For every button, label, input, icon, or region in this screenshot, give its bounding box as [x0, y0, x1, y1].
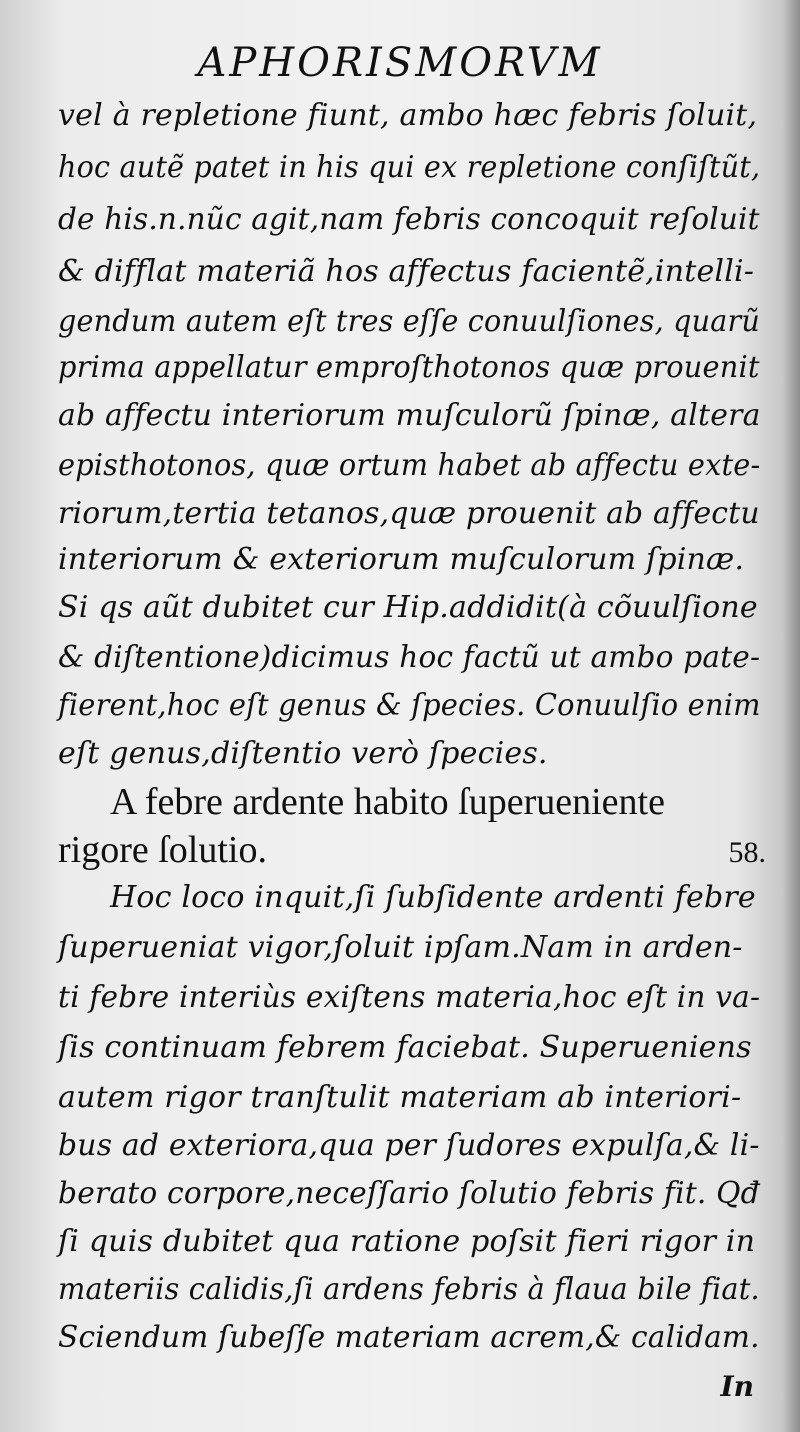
commentary-line: ſi quis dubitet qua ratione poſsit fieri rigor in	[58, 1224, 756, 1259]
commentary-line: gendum autem eſt tres eſſe conuulſiones, quarũ	[58, 304, 760, 339]
commentary-line: materiis calidis,ſi ardens febris à flaua bile fiat.	[58, 1272, 760, 1307]
commentary-line: autem rigor tranſtulit materiam ab interiori-	[58, 1080, 742, 1115]
commentary-line: ſuperueniat vigor,ſoluit ipſam.Nam in arden-	[58, 930, 743, 965]
aphorism-number: 58.	[728, 836, 766, 869]
aphorism-text: rigore ſolutio.	[58, 829, 267, 871]
commentary-line: ab affectu interiorum muſculorũ ſpinæ, altera	[58, 398, 761, 433]
commentary-line: Sciendum ſubeſſe materiam acrem,& calidam.	[58, 1320, 760, 1355]
commentary-line: vel à repletione fiunt, ambo hæc febris ſoluit,	[58, 98, 758, 133]
commentary-line: ti febre interiùs exiſtens materia,hoc eſt in va-	[58, 980, 761, 1015]
commentary-line: episthotonos, quæ ortum habet ab affectu exte-	[58, 448, 761, 483]
commentary-line: berato corpore,neceſſario ſolutio febris fit. Qđ	[58, 1176, 760, 1211]
commentary-line: fierent,hoc eſt genus & ſpecies. Conuulſio enim	[58, 688, 761, 723]
commentary-line: & difflat materiã hos affectus facientẽ,intelli-	[58, 254, 755, 289]
commentary-line: bus ad exteriora,qua per ſudores expulſa,& li-	[58, 1128, 760, 1163]
commentary-line: eſt genus,diſtentio verò ſpecies.	[58, 736, 548, 771]
commentary-line: ſis continuam febrem faciebat. Superueniens	[58, 1030, 752, 1065]
aphorism-text: A febre ardente habito ſuperueniente	[110, 781, 665, 823]
commentary-line: Hoc loco inquit,ſi ſubſidente ardenti febre	[110, 880, 756, 915]
page-gutter-shadow	[782, 0, 800, 1432]
commentary-line: interiorum & exteriorum muſculorum ſpinæ.	[58, 542, 745, 577]
commentary-line: prima appellatur emproſthotonos quæ prouenit	[58, 350, 760, 385]
commentary-line: hoc autẽ patet in his qui ex repletione conſiſtũt,	[58, 150, 761, 185]
commentary-line: riorum,tertia tetanos,quæ prouenit ab affectu	[58, 496, 760, 531]
commentary-line: Si qs aũt dubitet cur Hip.addidit(à cõuulſione	[58, 590, 758, 625]
running-head: APHORISMORVM	[197, 40, 603, 86]
commentary-line: & diſtentione)dicimus hoc factũ ut ambo pate-	[58, 640, 761, 675]
catchword: In	[720, 1370, 754, 1403]
commentary-line: de his.n.nũc agit,nam febris concoquit reſoluit	[58, 202, 760, 237]
